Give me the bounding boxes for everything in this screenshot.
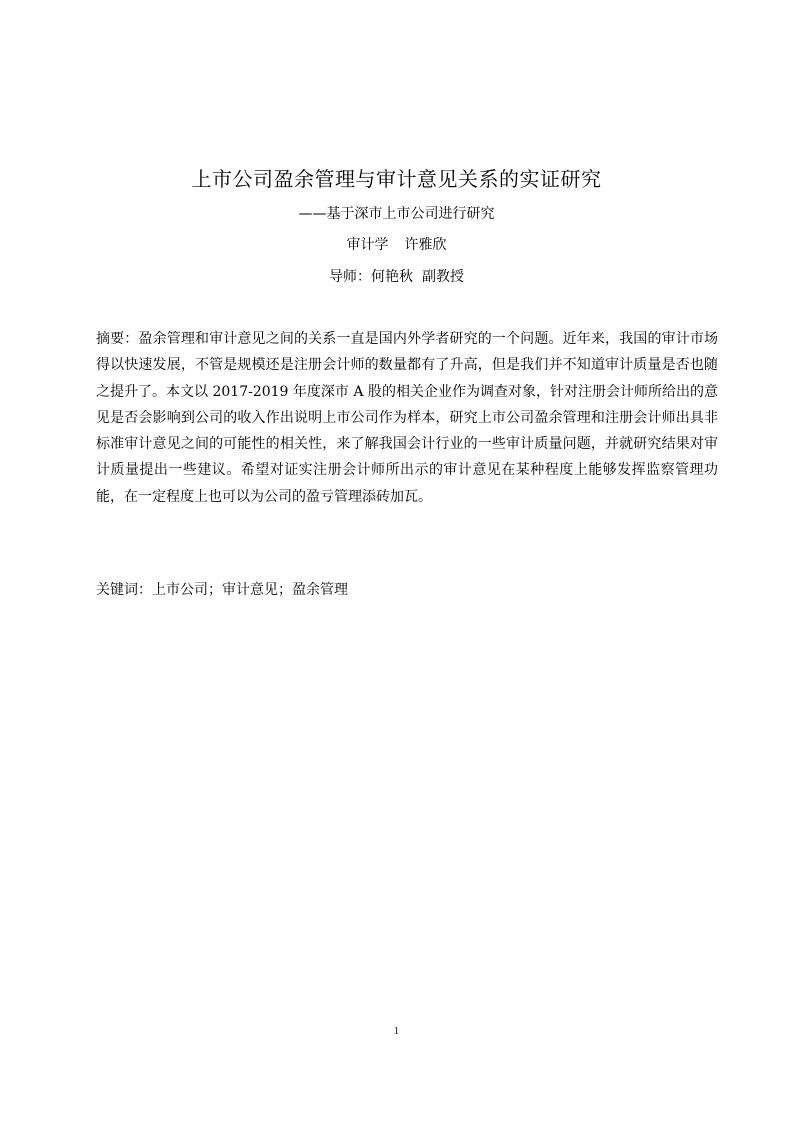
paper-subtitle: ——基于深市上市公司进行研究: [298, 206, 495, 222]
abstract-label: 摘要：: [96, 331, 139, 347]
abstract-text: 盈余管理和审计意见之间的关系一直是国内外学者研究的一个问题。近年来，我国的审计市场得以快速发展，不管是规模还是注册会计师的数量都有了升高，但是我们并不知道审计质量是否也随之提升了。本文以 2017-2019 年度深市 A 股的相关企业作为调查对象，针对注册会计师所给出的意见是否会影响到公司的收入作出说明上市公司作为样本，研究上市公司盈余管理和注册会计师出具非标准审计意见之间的可能性的相关性，来了解我国会计行业的一些审计质量问题，并就研究结果对审计质量提出一些建议。希望对证实注册会计师所出示的审计意见在某种程度上能够发挥监察管理功能，在一定程度上也可以为公司的盈亏管理添砖加瓦。: [96, 331, 719, 505]
page-number: 1: [394, 1026, 399, 1037]
keywords-text: 上市公司；审计意见；盈余管理: [152, 582, 348, 598]
paper-title: 上市公司盈余管理与审计意见关系的实证研究: [191, 167, 602, 191]
author-major: 审计学: [346, 237, 389, 253]
keywords-label: 关键词：: [96, 582, 152, 598]
abstract-paragraph: [96, 326, 718, 510]
author-line: [0, 234, 793, 256]
keywords-line: [96, 577, 718, 603]
author-name: 许雅欣: [404, 237, 447, 253]
advisor-line: 导师：何艳秋 副教授: [329, 269, 464, 285]
